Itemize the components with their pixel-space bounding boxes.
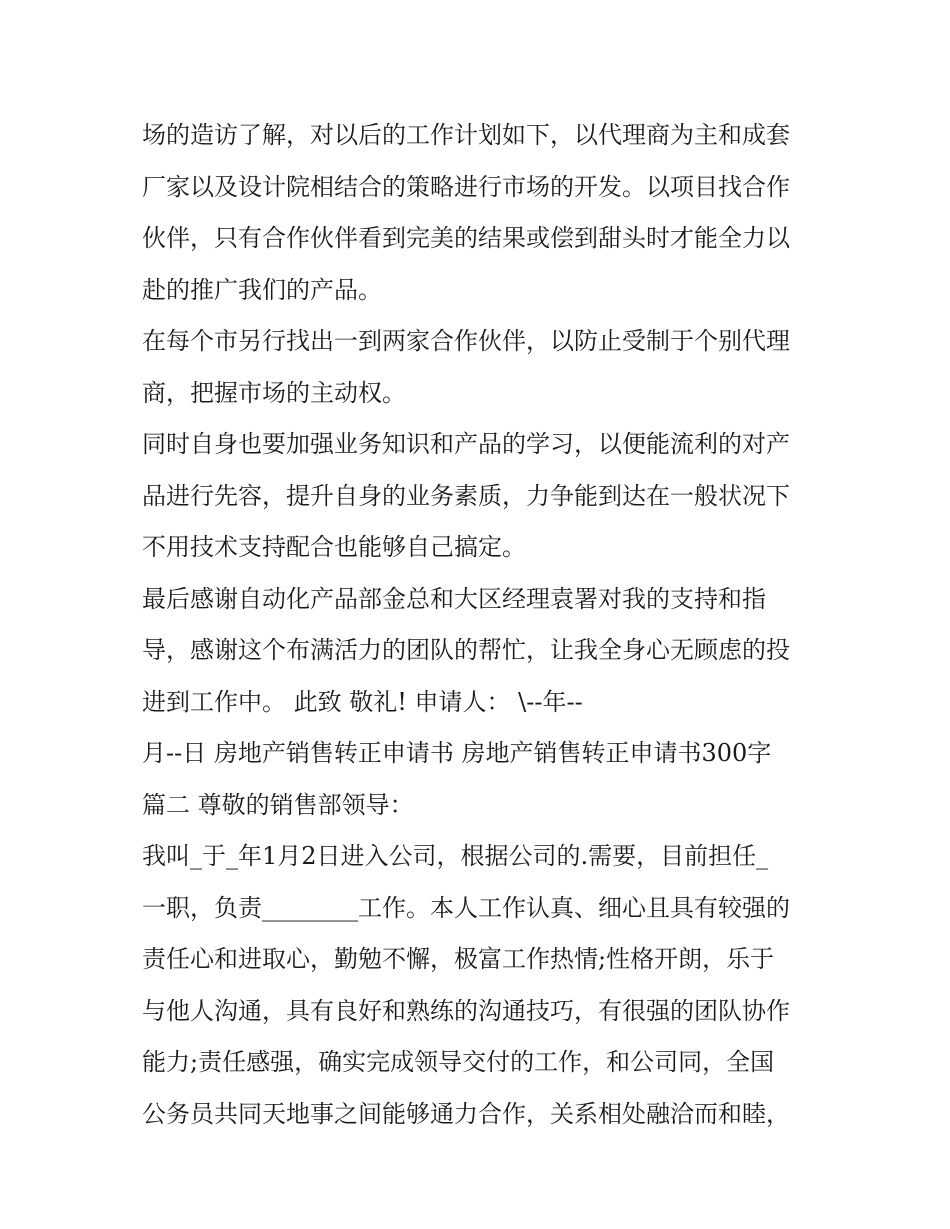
text-line: 公务员共同天地事之间能够通力合作，关系相处融洽而和睦， xyxy=(142,1099,790,1128)
text-line: 最后感谢自动化产品部金总和大区经理袁署对我的支持和指 xyxy=(142,584,766,613)
text-line: 导，感谢这个布满活力的团队的帮忙，让我全身心无顾虑的投 xyxy=(142,636,790,664)
text-line: 厂家以及设计院相结合的策略进行市场的开发。以项目找合作 xyxy=(142,172,790,201)
text-line: 在每个市另行找出一到两家合作伙伴，以防止受制于个别代理 xyxy=(142,327,790,355)
body-text xyxy=(142,110,822,1140)
text-line: 责任心和进取心，勤勉不懈，极富工作热情;性格开朗，乐于 xyxy=(142,945,775,973)
text-line: 一职，负责________工作。本人工作认真、细心且具有较强的 xyxy=(142,893,790,922)
text-line: 我叫_于_年1月2日进入公司，根据公司的.需要，目前担任_ xyxy=(142,842,769,870)
text-line: 伙伴，只有合作伙伴看到完美的结果或偿到甜头时才能全力以 xyxy=(142,224,790,252)
text-line: 能力;责任感强，确实完成领导交付的工作，和公司同，全国 xyxy=(142,1048,775,1076)
text-line: 与他人沟通，具有良好和熟练的沟通技巧，有很强的团队协作 xyxy=(142,996,790,1025)
text-line: 不用技术支持配合也能够自己搞定。 xyxy=(142,533,526,561)
text-line: 商，把握市场的主动权。 xyxy=(142,378,406,407)
text-line: 月--日 房地产销售转正申请书 房地产销售转正申请书300字 xyxy=(142,739,772,767)
text-line: 场的造访了解，对以后的工作计划如下，以代理商为主和成套 xyxy=(142,121,790,149)
text-line: 篇二 尊敬的销售部领导： xyxy=(142,790,414,819)
text-line: 进到工作中。 此致 敬礼! 申请人： \--年-- xyxy=(142,687,583,716)
text-line: 品进行先容，提升自身的业务素质，力争能到达在一般状况下 xyxy=(142,481,790,510)
text-line: 赴的推广我们的产品。 xyxy=(142,275,382,304)
text-line: 同时自身也要加强业务知识和产品的学习，以便能流利的对产 xyxy=(142,430,790,458)
